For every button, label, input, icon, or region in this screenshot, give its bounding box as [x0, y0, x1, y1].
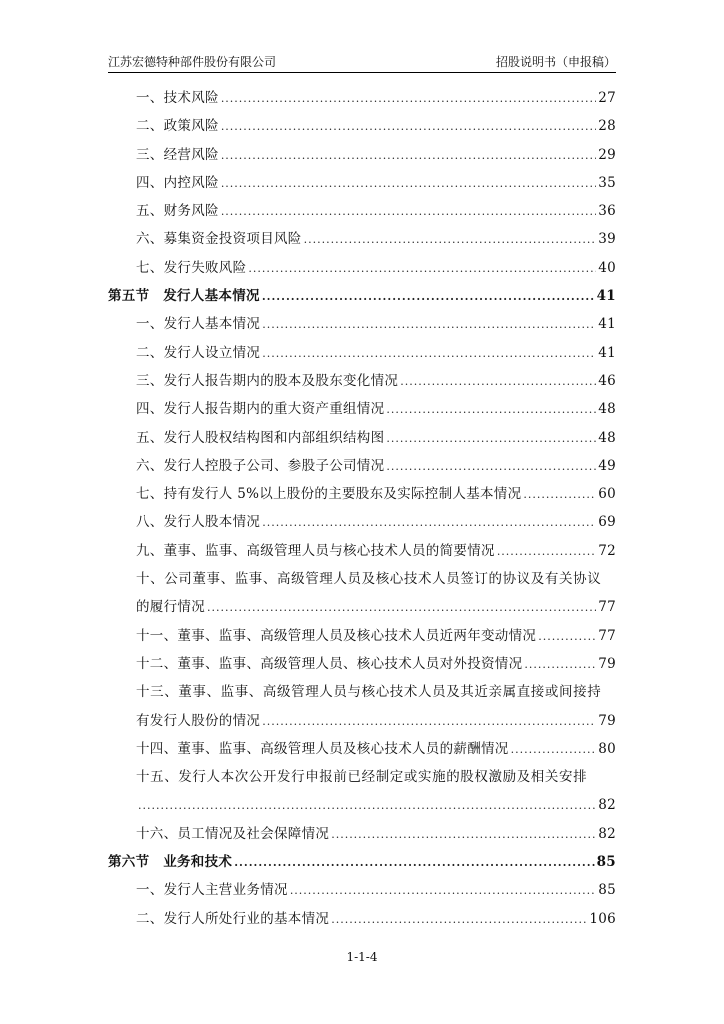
- toc-dot-leader: [523, 481, 596, 509]
- toc-dot-leader: [207, 594, 596, 622]
- toc-page-number: 36: [598, 203, 616, 220]
- toc-dot-leader: [221, 170, 596, 198]
- toc-entry[interactable]: [108, 112, 616, 140]
- toc-page-number: 82: [598, 797, 616, 814]
- toc-page-number: 60: [598, 486, 616, 503]
- toc-dot-leader: [248, 255, 596, 283]
- toc-page-number: 106: [589, 910, 616, 927]
- toc-page-number: 40: [598, 259, 616, 276]
- toc-entry-label: 的履行情况: [136, 599, 205, 616]
- toc-entry-label: 十一、董事、监事、高级管理人员及核心技术人员近两年变动情况: [136, 627, 537, 644]
- toc-entry[interactable]: [108, 593, 616, 621]
- toc-entry-label: 一、技术风险: [136, 90, 219, 106]
- toc-entry[interactable]: [108, 622, 616, 650]
- toc-page-number: 41: [598, 316, 616, 333]
- header-company-name: 江苏宏德特种部件股份有限公司: [108, 55, 277, 69]
- toc-entry[interactable]: [108, 395, 616, 423]
- toc-entry-label: 有发行人股份的情况: [136, 712, 261, 729]
- toc-dot-leader: [221, 142, 596, 170]
- toc-entry-label: 三、经营风险: [136, 146, 219, 163]
- toc-entry[interactable]: [108, 678, 616, 706]
- toc-dot-leader: [138, 792, 596, 820]
- toc-entry[interactable]: [108, 339, 616, 367]
- toc-entry[interactable]: [108, 254, 616, 282]
- toc-entry[interactable]: [108, 565, 616, 593]
- toc-dot-leader: [511, 736, 597, 764]
- toc-entry-label: 一、发行人主营业务情况: [136, 882, 288, 899]
- toc-page-number: 27: [598, 90, 616, 106]
- toc-page-number: 69: [598, 514, 616, 531]
- toc-dot-leader: [497, 538, 596, 566]
- toc-entry-label: 二、发行人设立情况: [136, 344, 261, 361]
- toc-entry[interactable]: [108, 763, 616, 791]
- toc-entry-label: 十六、员工情况及社会保障情况: [136, 825, 330, 842]
- toc-entry[interactable]: [108, 508, 616, 536]
- toc-entry-label: 三、发行人报告期内的股本及股东变化情况: [136, 372, 399, 389]
- toc-entry[interactable]: [108, 452, 616, 480]
- footer-page-number: 1-1-4: [346, 950, 378, 964]
- toc-entry-label: 十五、发行人本次公开发行申报前已经制定或实施的股权激励及相关安排: [136, 769, 588, 786]
- toc-entry[interactable]: [108, 735, 616, 763]
- toc-dot-leader: [331, 906, 587, 934]
- toc-section-heading[interactable]: [108, 282, 616, 310]
- toc-entry[interactable]: [108, 197, 616, 225]
- toc-page-number: 39: [598, 231, 616, 248]
- toc-dot-leader: [262, 708, 596, 736]
- toc-entry[interactable]: [108, 225, 616, 253]
- toc-dot-leader: [262, 340, 596, 368]
- toc-dot-leader: [400, 368, 596, 396]
- toc-page-number: 79: [598, 712, 616, 729]
- toc-entry[interactable]: [108, 707, 616, 735]
- toc-page-number: 49: [598, 457, 616, 474]
- toc-entry-label: 二、政策风险: [136, 118, 219, 135]
- toc-entry[interactable]: [108, 424, 616, 452]
- toc-page-number: 82: [598, 825, 616, 842]
- toc-page-number: 29: [598, 146, 616, 163]
- toc-dot-leader: [331, 821, 596, 849]
- toc-entry-label: 十四、董事、监事、高级管理人员及核心技术人员的薪酬情况: [136, 740, 509, 757]
- toc-page-number: 80: [598, 740, 616, 757]
- toc-dot-leader: [221, 113, 596, 141]
- toc-dot-leader: [524, 651, 596, 679]
- page-footer: [0, 950, 724, 964]
- toc-dot-leader: [386, 425, 596, 453]
- toc-entry[interactable]: [108, 537, 616, 565]
- page-header: [108, 50, 616, 73]
- toc-entry-label: 一、发行人基本情况: [136, 316, 261, 333]
- toc-dot-leader: [221, 198, 596, 226]
- toc-entry-label: 九、董事、监事、高级管理人员与核心技术人员的简要情况: [136, 542, 495, 559]
- toc-entry-label: 七、持有发行人 5%以上股份的主要股东及实际控制人基本情况: [136, 486, 522, 503]
- toc-dot-leader: [234, 849, 594, 877]
- toc-page-number: 41: [598, 344, 616, 361]
- toc-page-number: 46: [598, 372, 616, 389]
- toc-entry-label: 八、发行人股本情况: [136, 514, 261, 531]
- toc-entry[interactable]: [108, 650, 616, 678]
- toc-page-number: 35: [598, 174, 616, 191]
- toc-dot-leader: [304, 226, 597, 254]
- toc-entry-label: 第五节 发行人基本情况: [108, 288, 260, 305]
- toc-dot-leader: [538, 623, 596, 651]
- toc-entry[interactable]: [108, 169, 616, 197]
- toc-entry-label: 第六节 业务和技术: [108, 854, 233, 871]
- toc-entry-label: 十、公司董事、监事、高级管理人员及核心技术人员签订的协议及有关协议: [136, 571, 602, 588]
- toc-entry[interactable]: [108, 84, 616, 112]
- toc-entry-label: 五、财务风险: [136, 203, 219, 220]
- toc-page-number: 48: [598, 401, 616, 418]
- toc-dot-leader: [290, 877, 596, 905]
- toc-page-number: 48: [598, 429, 616, 446]
- header-document-title: 招股说明书（申报稿）: [495, 55, 616, 69]
- toc-entry-label: 六、募集资金投资项目风险: [136, 231, 302, 248]
- toc-entry[interactable]: [108, 791, 616, 819]
- toc-dot-leader: [221, 85, 596, 113]
- toc-entry-label: 六、发行人控股子公司、参股子公司情况: [136, 457, 385, 474]
- toc-entry[interactable]: [108, 905, 616, 933]
- toc-entry[interactable]: [108, 876, 616, 904]
- toc-entry-label: 四、发行人报告期内的重大资产重组情况: [136, 401, 385, 418]
- toc-page-number: 72: [598, 542, 616, 559]
- toc-entry-label: 十二、董事、监事、高级管理人员、核心技术人员对外投资情况: [136, 655, 523, 672]
- toc-page-number: 28: [598, 118, 616, 135]
- toc-dot-leader: [386, 396, 596, 424]
- toc-entry-label: 七、发行失败风险: [136, 259, 247, 276]
- toc-entry[interactable]: [108, 367, 616, 395]
- toc-entry[interactable]: [108, 141, 616, 169]
- toc-entry[interactable]: [108, 480, 616, 508]
- toc-page-number: 77: [598, 599, 616, 616]
- toc-entry[interactable]: [108, 310, 616, 338]
- toc-section-heading[interactable]: [108, 848, 616, 876]
- toc-entry-label: 四、内控风险: [136, 174, 219, 191]
- toc-page-number: 85: [596, 854, 616, 871]
- toc-page-number: 77: [598, 627, 616, 644]
- toc-entry[interactable]: [108, 820, 616, 848]
- toc-dot-leader: [262, 283, 595, 311]
- toc-dot-leader: [386, 453, 596, 481]
- toc-dot-leader: [262, 509, 596, 537]
- toc-dot-leader: [262, 311, 596, 339]
- toc-entry-label: 十三、董事、监事、高级管理人员与核心技术人员及其近亲属直接或间接持: [136, 684, 602, 701]
- toc-page-number: 41: [596, 288, 616, 305]
- toc-page-number: 85: [598, 882, 616, 899]
- toc-entry-label: 二、发行人所处行业的基本情况: [136, 910, 330, 927]
- table-of-contents: [108, 84, 616, 933]
- toc-page-number: 79: [598, 655, 616, 672]
- toc-entry-label: 五、发行人股权结构图和内部组织结构图: [136, 429, 385, 446]
